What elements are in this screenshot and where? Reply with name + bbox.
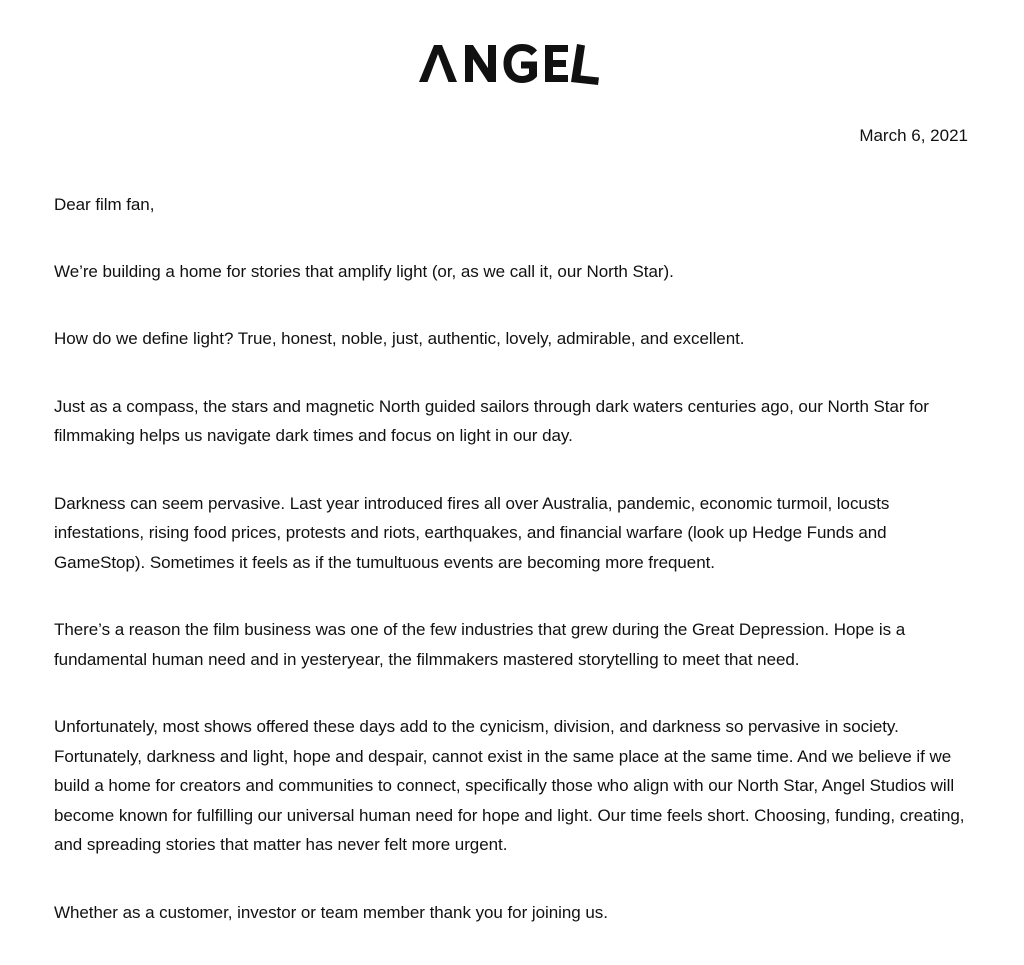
angel-wordmark-logo (419, 36, 605, 86)
letter-paragraph-2: How do we define light? True, honest, noble, just, authentic, lovely, admirable, and excellent. (54, 329, 745, 348)
letter-salutation: Dear film fan, (54, 195, 155, 214)
letter-paragraph-4: Darkness can seem pervasive. Last year introduced fires all over Australia, pandemic, economic turmoil, locusts infestations, rising food prices, protests and riots, earthquakes, and financial warfare (look up Hedge Funds and GameStop). Sometimes it feels as if the tumultuous events are becoming more frequent. (54, 493, 890, 572)
letter-date: March 6, 2021 (859, 126, 968, 145)
letter-paragraph-1: We’re building a home for stories that amplify light (or, as we call it, our North Star). (54, 261, 674, 281)
angel-logo (0, 36, 1024, 92)
letter-paragraph-3: Just as a compass, the stars and magnetic North guided sailors through dark waters centuries ago, our North Star for filmmaking helps us navigate dark times and focus on light in our day. (54, 396, 929, 445)
letter-paragraph-5: There’s a reason the film business was one of the few industries that grew during the Great Depression. Hope is a fundamental human need and in yesteryear, the filmmakers mastered storytelling to meet that need. (54, 620, 906, 669)
letter-paragraph-7: Whether as a customer, investor or team member thank you for joining us. (54, 902, 608, 922)
letter-body (54, 190, 974, 965)
letter-paragraph-6: Unfortunately, most shows offered these days add to the cynicism, division, and darkness so pervasive in society. Fortunately, darkness and light, hope and despair, cannot exist in the same place at the same time. And we believe if we build a home for creators and communities to connect, specifically those who align with our North Star, Angel Studios will become known for fulfilling our universal human need for hope and light. Our time feels short. Choosing, funding, creating, and spreading stories that matter has never felt more urgent. (54, 717, 965, 854)
